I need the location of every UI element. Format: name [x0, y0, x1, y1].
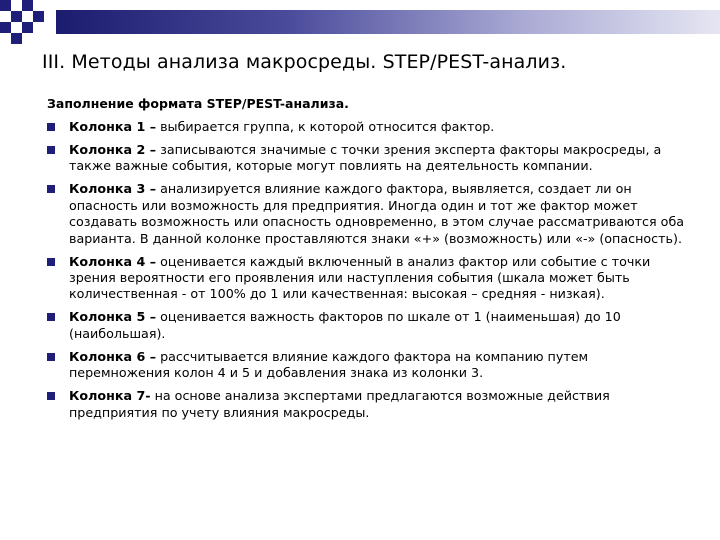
item-label: Колонка 3 –: [69, 181, 157, 197]
item-text: рассчитывается влияние каждого фактора на компанию путем перемножения колон 4 и 5 и добавления знака из колонки 3.: [69, 348, 589, 381]
decorative-checker-pattern: [0, 0, 50, 50]
square-bullet-icon: [47, 185, 55, 193]
column-list: [47, 119, 687, 421]
header-gradient-bar: [56, 10, 720, 34]
slide-title: III. Методы анализа макросреды. STEP/PEST-анализ.: [42, 51, 567, 73]
item-text: на основе анализа экспертами предлагаются возможные действия предприятия по учету влияния макросреды.: [69, 388, 610, 420]
square-bullet-icon: [47, 123, 55, 131]
item-label: Колонка 7-: [69, 388, 151, 404]
slide-subtitle: Заполнение формата STEP/PEST-анализа.: [47, 96, 349, 111]
list-item: [47, 349, 687, 382]
item-label: Колонка 5 –: [69, 309, 157, 325]
item-text: записываются значимые с точки зрения эксперта факторы макросреды, а также важные события, которые могут повлиять на деятельность компании.: [69, 142, 662, 174]
square-bullet-icon: [47, 353, 55, 361]
slide-content: [47, 96, 687, 428]
square-bullet-icon: [47, 146, 55, 154]
square-bullet-icon: [47, 392, 55, 400]
list-item: [47, 181, 687, 247]
item-text: оценивается каждый включенный в анализ фактор или событие с точки зрения вероятности его проявления или наступления события (шкала может быть количественная - от 100% до 1 или качественная: высокая – средняя - низкая).: [69, 253, 651, 302]
list-item: [47, 119, 687, 135]
item-label: Колонка 2 –: [69, 142, 157, 157]
square-bullet-icon: [47, 313, 55, 321]
item-label: Колонка 1 –: [69, 119, 157, 134]
square-bullet-icon: [47, 258, 55, 266]
item-label: Колонка 6 –: [69, 348, 157, 364]
item-text: выбирается группа, к которой относится фактор.: [156, 119, 495, 134]
list-item: [47, 388, 687, 421]
item-label: Колонка 4 –: [69, 253, 157, 269]
list-item: [47, 309, 687, 342]
list-item: [47, 142, 687, 175]
list-item: [47, 254, 687, 303]
item-text: оценивается важность факторов по шкале от 1 (наименьшая) до 10 (наибольшая).: [69, 309, 621, 341]
item-text: анализируется влияние каждого фактора, выявляется, создает ли он опасность или возможность для предприятия. Иногда один и тот же фактор может создавать возможность или опасность одновременно, в этом случае рассматриваются оба варианта. В данной колонке проставляются знаки «+» (возможность) или «-» (опасность).: [69, 181, 685, 246]
